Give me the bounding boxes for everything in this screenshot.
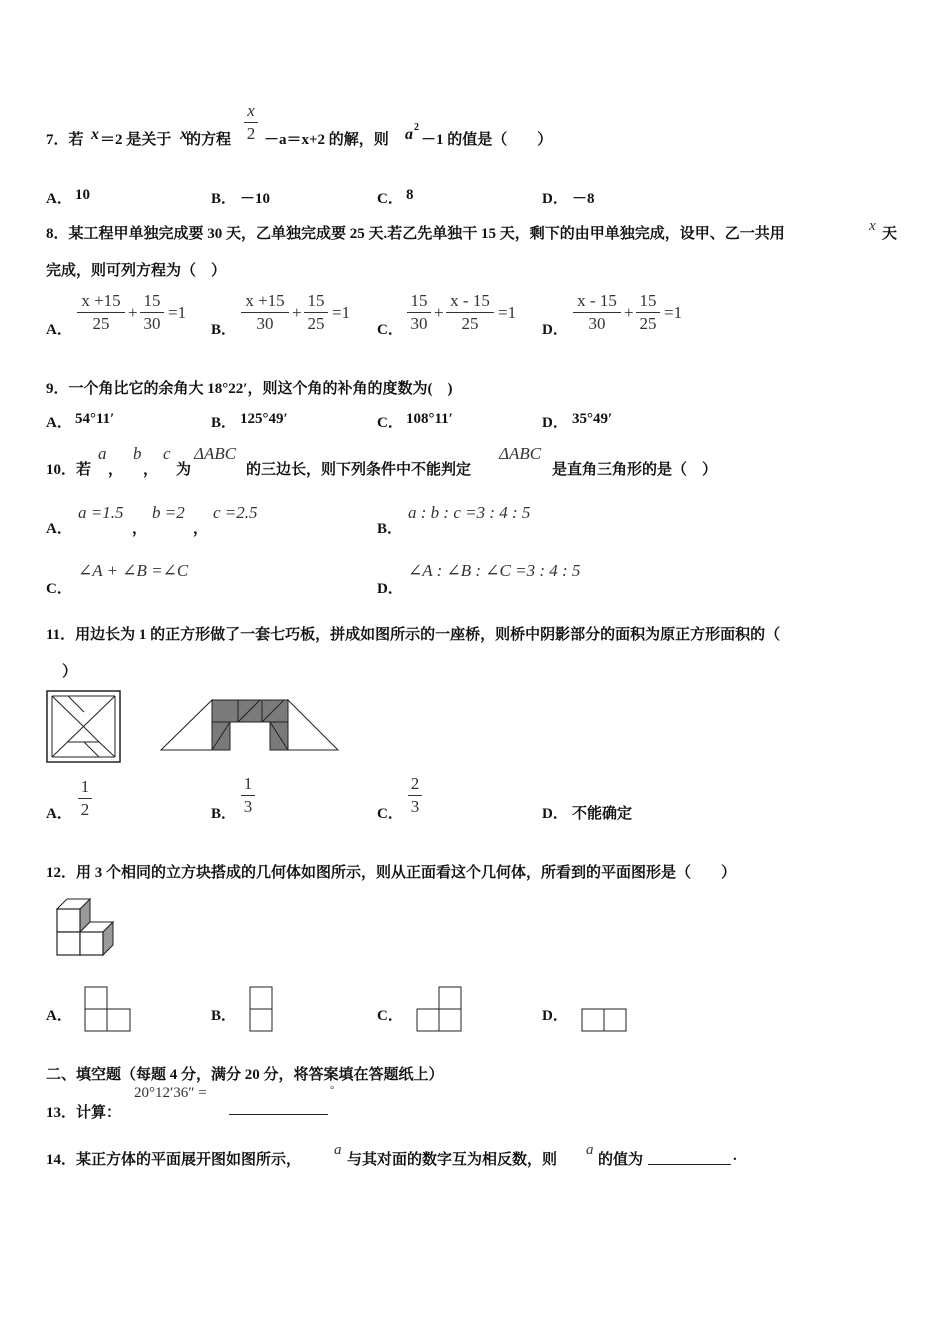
q12-stem: 12．用 3 个相同的立方块搭成的几何体如图所示，则从正面看这个几何体，所看到的平面图形是（ ） — [46, 865, 737, 881]
q7-tail: －1 的值是（ ） — [421, 132, 553, 148]
q8-option-a-letter: A． — [46, 322, 72, 338]
q8-option-a-plus: + — [128, 303, 138, 322]
q12-option-c-letter: C． — [377, 1008, 403, 1024]
q11-option-d: 不能确定 — [572, 806, 633, 822]
bridge-figure — [160, 698, 340, 752]
q10-option-d-letter: D． — [377, 581, 403, 597]
tangram-square-figure — [46, 690, 122, 764]
q8-option-b-fraction-2: 15 25 — [304, 292, 328, 333]
q8-line1: 8．某工程甲单独完成要 30 天，乙单独完成要 25 天.若乙先单独干 15 天，剩下的由甲单独完成，设甲、乙一共用 — [46, 226, 785, 242]
q9-option-a-letter: A． — [46, 415, 72, 431]
q7-prefix: 7．若 — [46, 132, 84, 148]
q8-option-d-fraction-2: 15 25 — [636, 292, 660, 333]
q8-line1-tail: 天 — [882, 226, 898, 242]
q8-option-c-rhs: =1 — [498, 303, 517, 322]
q11-option-c-letter: C． — [377, 806, 403, 822]
q14-tail: 的值为 — [598, 1152, 644, 1168]
q10-var-b: b — [133, 444, 142, 463]
q7-option-b: －10 — [240, 191, 271, 207]
q8-option-c-fraction-1: 15 30 — [407, 292, 431, 333]
q10-option-a-a: a =1.5 — [78, 503, 124, 522]
q13-label: 13．计算： — [46, 1105, 122, 1121]
q10-comma-1: ， — [108, 462, 124, 478]
q12-option-c-figure — [416, 986, 464, 1032]
q12-option-a-letter: A． — [46, 1008, 72, 1024]
q11-option-b-fraction: 1 3 — [241, 775, 255, 816]
q7-var-a: a — [405, 126, 413, 143]
q10-option-a-comma-1: ， — [132, 521, 148, 537]
q10-wei: 为 — [176, 462, 192, 478]
q12-option-d-letter: D． — [542, 1008, 568, 1024]
q7-var-x: x — [91, 126, 99, 143]
q12-option-b-figure — [249, 986, 275, 1032]
q8-option-b-plus: + — [292, 303, 302, 322]
q7-word-eq: 的方程 — [186, 132, 232, 148]
q13-answer-blank[interactable] — [229, 1114, 328, 1115]
q7-superscript: 2 — [414, 122, 419, 133]
q10-option-a-comma-2: ， — [193, 521, 209, 537]
q7-option-a-letter: A． — [46, 191, 72, 207]
q12-option-b-letter: B． — [211, 1008, 237, 1024]
q11-option-a-letter: A． — [46, 806, 72, 822]
q10-mid: 的三边长，则下列条件中不能判定 — [246, 462, 472, 478]
q14-end: . — [733, 1148, 737, 1164]
q11-line2: ） — [62, 664, 78, 680]
q14-var-a2: a — [586, 1142, 594, 1158]
q10-triangle-2: ΔABC — [499, 444, 542, 463]
q8-option-c-plus: + — [434, 303, 444, 322]
q10-option-c-letter: C． — [46, 581, 72, 597]
q8-option-a-fraction-1: x +15 25 — [77, 292, 125, 333]
q10-tail: 是直角三角形的是（ ） — [552, 462, 718, 478]
q13-expression: 20°12′36″ = — [134, 1085, 207, 1101]
q7-eq2: ＝2 是关于 — [100, 132, 172, 148]
q14-var-a: a — [334, 1142, 342, 1158]
q9-option-a: 54°11′ — [75, 411, 115, 427]
q8-option-d-plus: + — [624, 303, 634, 322]
q7-option-c: 8 — [406, 187, 414, 203]
q8-option-a-fraction-2: 15 30 — [140, 292, 164, 333]
q10-prefix: 10．若 — [46, 462, 92, 478]
q7-option-c-letter: C． — [377, 191, 403, 207]
q8-option-d-fraction-1: x - 15 30 — [573, 292, 621, 333]
q8-option-b-fraction-1: x +15 30 — [241, 292, 289, 333]
q8-option-c-letter: C． — [377, 322, 403, 338]
q9-option-d-letter: D． — [542, 415, 568, 431]
q9-option-c: 108°11′ — [406, 411, 453, 427]
q8-var-x: x — [869, 218, 876, 234]
q8-option-b-letter: B． — [211, 322, 237, 338]
q11-option-c-fraction: 2 3 — [408, 775, 422, 816]
q10-option-a-letter: A． — [46, 521, 72, 537]
q9-option-d: 35°49′ — [572, 411, 613, 427]
q7-option-b-letter: B． — [211, 191, 237, 207]
q7-mid: －a＝x+2 的解，则 — [264, 132, 389, 148]
q12-option-d-figure — [581, 1008, 629, 1032]
q8-option-c-fraction-2: x - 15 25 — [446, 292, 494, 333]
q7-option-a: 10 — [75, 187, 90, 203]
q10-var-a: a — [98, 444, 107, 463]
q14-prefix: 14．某正方体的平面展开图如图所示， — [46, 1152, 302, 1168]
q11-option-b-letter: B． — [211, 806, 237, 822]
q10-option-a-b: b =2 — [152, 503, 185, 522]
q10-option-a-c: c =2.5 — [213, 503, 258, 522]
q10-option-c: ∠A + ∠B =∠C — [78, 561, 189, 580]
q9-option-b: 125°49′ — [240, 411, 288, 427]
q14-mid: 与其对面的数字互为相反数，则 — [347, 1152, 558, 1168]
q13-degree-unit: ° — [330, 1084, 335, 1096]
q9-stem: 9．一个角比它的余角大 18°22′，则这个角的补角的度数为( ) — [46, 381, 453, 397]
q11-option-a-fraction: 1 2 — [78, 778, 92, 819]
q11-line1: 11．用边长为 1 的正方形做了一套七巧板，拼成如图所示的一座桥，则桥中阴影部分的面积为原正方形面积的（ — [46, 627, 781, 643]
q8-option-a-rhs: =1 — [168, 303, 187, 322]
q7-option-d-letter: D． — [542, 191, 568, 207]
section-2-heading: 二、填空题（每题 4 分，满分 20 分，将答案填在答题纸上） — [46, 1067, 444, 1083]
q10-option-b: a : b : c =3 : 4 : 5 — [408, 503, 531, 522]
q9-option-b-letter: B． — [211, 415, 237, 431]
q8-option-d-letter: D． — [542, 322, 568, 338]
q10-comma-2: ， — [143, 462, 159, 478]
q12-option-a-figure — [84, 986, 132, 1032]
q10-triangle-1: ΔABC — [194, 444, 237, 463]
q7-fraction: x 2 — [244, 102, 258, 143]
q8-line2: 完成，则可列方程为（ ） — [46, 263, 227, 279]
q8-option-b-rhs: =1 — [332, 303, 351, 322]
q7-var-x2: x — [180, 126, 188, 143]
q10-option-d: ∠A : ∠B : ∠C =3 : 4 : 5 — [408, 561, 581, 580]
cube-stack-figure — [56, 898, 120, 958]
q7-option-d: －8 — [572, 191, 595, 207]
q14-answer-blank[interactable] — [648, 1164, 731, 1165]
q8-option-d-rhs: =1 — [664, 303, 683, 322]
q9-option-c-letter: C． — [377, 415, 403, 431]
q10-var-c: c — [163, 444, 171, 463]
q11-option-d-letter: D． — [542, 806, 568, 822]
q10-option-b-letter: B． — [377, 521, 403, 537]
